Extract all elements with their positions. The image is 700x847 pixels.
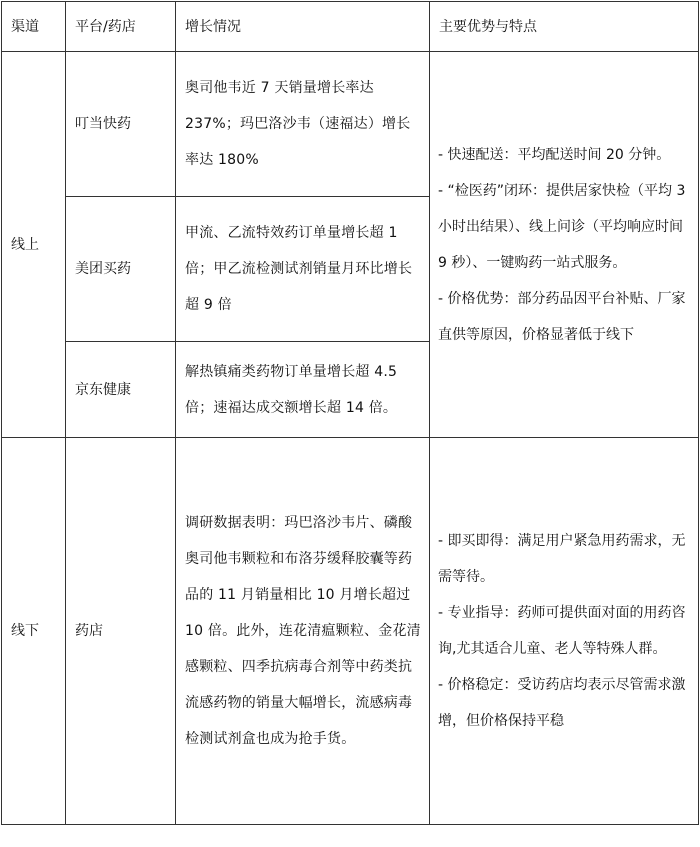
- advantages-offline: [430, 438, 699, 825]
- platform-jd: 京东健康: [66, 342, 176, 438]
- growth-dingdang: 奥司他韦近 7 天销量增长率达 237%；玛巴洛沙韦（速福达）增长率达 180%: [176, 52, 430, 197]
- table-row-pharmacy: [2, 438, 699, 825]
- advantage-offline-item: - 专业指导：药师可提供面对面的用药咨询,尤其适合儿童、老人等特殊人群。: [438, 605, 686, 657]
- advantage-online-item: - 快速配送：平均配送时间 20 分钟。: [438, 146, 671, 163]
- header-channel: 渠道: [2, 2, 66, 52]
- header-platform: 平台/药店: [66, 2, 176, 52]
- growth-jd: 解热镇痛类药物订单量增长超 4.5 倍；速福达成交额增长超 14 倍。: [176, 342, 430, 438]
- platform-meituan: 美团买药: [66, 197, 176, 342]
- header-row: [2, 2, 699, 52]
- growth-meituan: 甲流、乙流特效药订单量增长超 1 倍；甲乙流检测试剂销量月环比增长超 9 倍: [176, 197, 430, 342]
- advantages-online: [430, 52, 699, 438]
- advantage-offline-item: - 价格稳定：受访药店均表示尽管需求激增，但价格保持平稳: [438, 677, 686, 729]
- table-row-dingdang: [2, 52, 699, 197]
- platform-pharmacy: 药店: [66, 438, 176, 825]
- channel-offline: 线下: [2, 438, 66, 825]
- comparison-table: [1, 1, 699, 825]
- advantage-offline-item: - 即买即得：满足用户紧急用药需求，无需等待。: [438, 533, 686, 585]
- platform-dingdang: 叮当快药: [66, 52, 176, 197]
- advantage-online-item: - “检医药”闭环：提供居家快检（平均 3 小时出结果）、线上问诊（平均响应时间 9 秒）、一键购药一站式服务。: [438, 182, 686, 271]
- channel-online: 线上: [2, 52, 66, 438]
- header-advantages: 主要优势与特点: [430, 2, 699, 52]
- growth-pharmacy: 调研数据表明：玛巴洛沙韦片、磷酸奥司他韦颗粒和布洛芬缓释胶囊等药品的 11 月销量相比 10 月增长超过 10 倍。此外，连花清瘟颗粒、金花清感颗粒、四季抗病毒合剂等中药类抗流感药物的销量大幅增长，流感病毒检测试剂盒也成为抢手货。: [176, 438, 430, 825]
- header-growth: 增长情况: [176, 2, 430, 52]
- advantage-online-item: - 价格优势：部分药品因平台补贴、厂家直供等原因，价格显著低于线下: [438, 290, 686, 343]
